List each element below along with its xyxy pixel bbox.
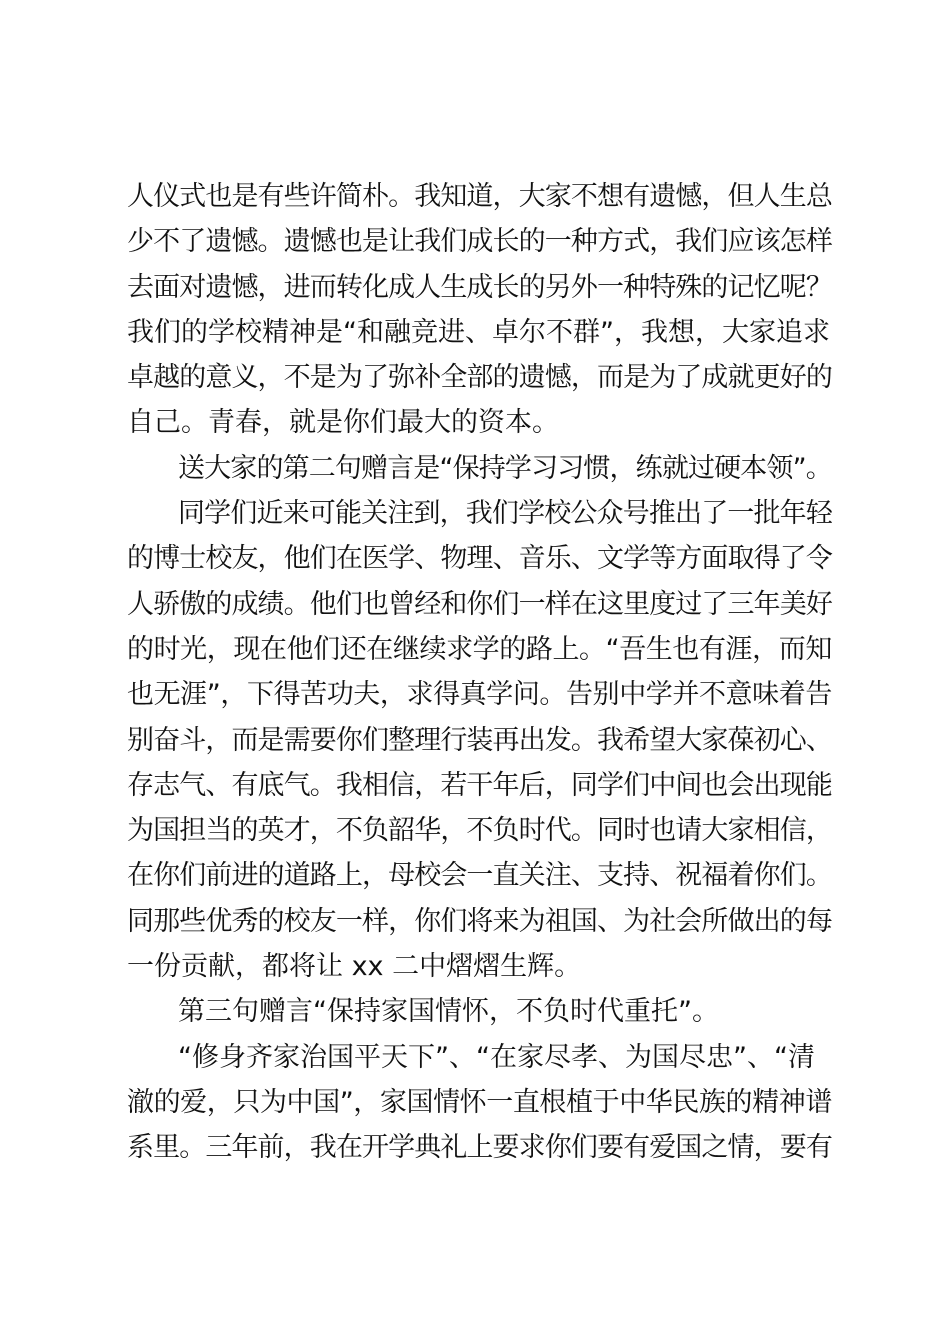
text-line: 也无涯”，下得苦功夫，求得真学问。告别中学并不意味着告 bbox=[127, 679, 832, 711]
text-line: 我们的学校精神是“和融竞进、卓尔不群”，我想，大家追求 bbox=[127, 316, 830, 348]
text-line: 存志气、有底气。我相信，若干年后，同学们中间也会出现能 bbox=[127, 769, 832, 801]
text-line: 的博士校友，他们在医学、物理、音乐、文学等方面取得了令 bbox=[127, 543, 832, 575]
text-line: 人骄傲的成绩。他们也曾经和你们一样在这里度过了三年美好 bbox=[127, 588, 832, 620]
text-line: 同学们近来可能关注到，我们学校公众号推出了一批年轻 bbox=[178, 498, 832, 530]
text-line: 送大家的第二句赠言是“保持学习习惯，练就过硬本领”。 bbox=[178, 452, 832, 484]
text-line: 在你们前进的道路上，母校会一直关注、支持、祝福着你们。 bbox=[127, 860, 832, 892]
text-line: “修身齐家治国平天下”、“在家尽孝、为国尽忠”、“清 bbox=[178, 1041, 815, 1073]
text-line: 澈的爱，只为中国”，家国情怀一直根植于中华民族的精神谱 bbox=[127, 1086, 832, 1118]
body-text bbox=[127, 174, 832, 1171]
text-line: 卓越的意义，不是为了弥补全部的遗憾，而是为了成就更好的 bbox=[127, 362, 832, 394]
text-line: 别奋斗，而是需要你们整理行装再出发。我希望大家葆初心、 bbox=[127, 724, 832, 756]
text-line: 的时光，现在他们还在继续求学的路上。“吾生也有涯，而知 bbox=[127, 633, 832, 665]
text-line: 自己。青春，就是你们最大的资本。 bbox=[127, 407, 559, 439]
text-line: 系里。三年前，我在开学典礼上要求你们要有爱国之情，要有 bbox=[127, 1132, 832, 1164]
text-line: 去面对遗憾，进而转化成人生成长的另外一种特殊的记忆呢？ bbox=[127, 271, 832, 303]
text-line: 同那些优秀的校友一样，你们将来为祖国、为社会所做出的每 bbox=[127, 905, 832, 937]
text-line: 为国担当的英才，不负韶华，不负时代。同时也请大家相信， bbox=[127, 815, 832, 847]
text-line: 一份贡献，都将让 xx 二中熠熠生辉。 bbox=[127, 951, 582, 983]
text-line: 少不了遗憾。遗憾也是让我们成长的一种方式，我们应该怎样 bbox=[127, 226, 832, 258]
text-line: 人仪式也是有些许简朴。我知道，大家不想有遗憾，但人生总 bbox=[127, 181, 832, 212]
text-line: 第三句赠言“保持家国情怀，不负时代重托”。 bbox=[178, 996, 719, 1028]
